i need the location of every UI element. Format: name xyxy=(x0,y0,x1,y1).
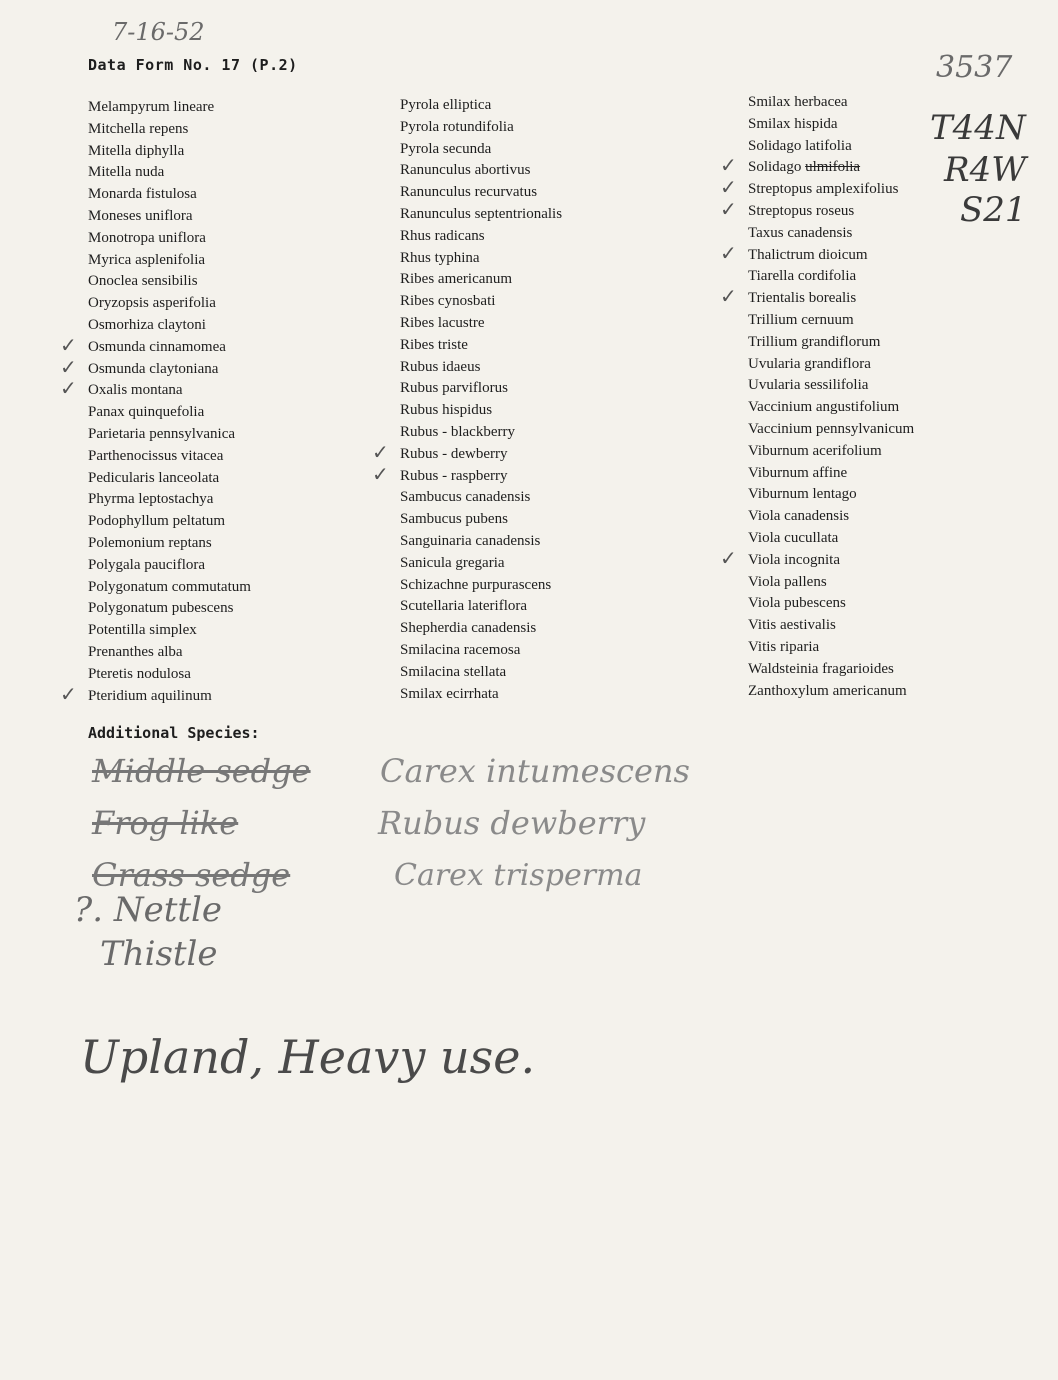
species-item xyxy=(720,284,1058,310)
species-name: Ribes cynosbati xyxy=(400,293,496,310)
species-name: Prenanthes alba xyxy=(88,643,183,660)
species-name: Mitchella repens xyxy=(88,120,189,137)
species-name: Parthenocissus vitacea xyxy=(88,447,224,464)
species-name: Schizachne purpurascens xyxy=(400,576,552,593)
species-item xyxy=(400,531,720,553)
species-name: Trientalis borealis xyxy=(748,290,857,307)
species-item xyxy=(372,439,720,466)
species-item xyxy=(400,269,720,291)
species-item xyxy=(88,293,408,315)
species-item xyxy=(88,250,408,272)
species-item xyxy=(748,572,1058,594)
check-mark-icon: ✓ xyxy=(60,376,77,401)
species-name: Viburnum lentago xyxy=(748,486,857,503)
species-item xyxy=(400,509,720,531)
species-name: Smilacina racemosa xyxy=(400,641,521,658)
species-name: Shepherdia canadensis xyxy=(400,620,537,637)
crossed-entry-3: Grass sedge xyxy=(92,856,291,894)
species-name: Osmunda cinnamomea xyxy=(88,338,226,355)
species-item xyxy=(88,119,408,141)
species-name: Trillium grandiflorum xyxy=(748,333,881,350)
species-item xyxy=(400,313,720,335)
species-item xyxy=(400,553,720,575)
species-name: Polygonatum commutatum xyxy=(88,578,251,595)
species-item xyxy=(748,136,1058,158)
handwritten-section: S21 xyxy=(960,190,1027,230)
species-name: Thalictrum dioicum xyxy=(748,246,868,263)
species-item xyxy=(748,506,1058,528)
species-name: Rubus idaeus xyxy=(400,358,481,375)
species-item xyxy=(88,598,408,620)
species-item xyxy=(400,575,720,597)
species-item xyxy=(400,618,720,640)
check-mark-icon: ✓ xyxy=(720,175,737,200)
crossed-entry-1: Middle sedge xyxy=(92,752,311,790)
species-item xyxy=(748,637,1058,659)
species-item xyxy=(88,141,408,163)
species-item xyxy=(88,642,408,664)
species-item xyxy=(748,332,1058,354)
species-name: Rhus typhina xyxy=(400,249,480,266)
species-item xyxy=(88,664,408,686)
species-name: Rubus parviflorus xyxy=(400,380,508,397)
replacement-entry-2: Rubus dewberry xyxy=(378,804,646,842)
species-name: Osmorhiza claytoni xyxy=(88,316,206,333)
species-item xyxy=(88,468,408,490)
species-item xyxy=(88,511,408,533)
species-name: Phyrma leptostachya xyxy=(88,491,214,508)
species-column-1 xyxy=(60,97,408,707)
species-item xyxy=(400,640,720,662)
species-item xyxy=(400,357,720,379)
check-mark-icon: ✓ xyxy=(720,284,737,309)
form-title: Data Form No. 17 (P.2) xyxy=(88,56,298,74)
species-item xyxy=(400,248,720,270)
crossed-entry-2: Frog like xyxy=(92,804,239,842)
handwritten-date: 7-16-52 xyxy=(112,18,205,46)
check-mark-icon: ✓ xyxy=(720,196,737,221)
species-name: Solidago latifolia xyxy=(748,137,852,154)
species-name: Smilax hispida xyxy=(748,115,838,132)
species-name: Ribes americanum xyxy=(400,271,513,288)
species-item xyxy=(748,354,1058,376)
species-item xyxy=(88,489,408,511)
species-item xyxy=(88,620,408,642)
species-name: Sanguinaria canadensis xyxy=(400,532,541,549)
species-name: Vaccinium angustifolium xyxy=(748,399,900,416)
species-item xyxy=(400,160,720,182)
species-item xyxy=(720,153,1058,179)
species-item xyxy=(400,400,720,422)
species-item xyxy=(720,196,1058,223)
species-item xyxy=(88,402,408,424)
species-name: Viola pubescens xyxy=(748,595,846,612)
species-name: Viburnum acerifolium xyxy=(748,442,882,459)
species-item xyxy=(88,446,408,468)
species-name: Rubus - raspberry xyxy=(400,467,508,484)
species-name: Monotropa uniflora xyxy=(88,229,206,246)
species-name: Viola pallens xyxy=(748,573,827,590)
species-item xyxy=(400,117,720,139)
handwritten-range: R4W xyxy=(944,150,1027,190)
handwritten-record-number: 3537 xyxy=(936,50,1013,85)
species-item xyxy=(400,487,720,509)
species-item xyxy=(88,315,408,337)
species-name: Sambucus pubens xyxy=(400,511,508,528)
check-mark-icon: ✓ xyxy=(372,461,389,486)
thistle-entry: Thistle xyxy=(100,934,218,974)
species-name: Smilax herbacea xyxy=(748,94,848,110)
species-item xyxy=(748,223,1058,245)
species-name: Polemonium reptans xyxy=(88,534,212,551)
species-name: Taxus canadensis xyxy=(748,224,853,241)
species-name: Pedicularis lanceolata xyxy=(88,469,220,486)
species-item xyxy=(748,528,1058,550)
nettle-entry: ?. Nettle xyxy=(74,890,223,930)
species-item xyxy=(400,684,720,706)
species-item xyxy=(748,441,1058,463)
species-item xyxy=(88,577,408,599)
species-name: Oryzopsis asperifolia xyxy=(88,295,216,312)
species-item xyxy=(748,681,1058,703)
species-column-2 xyxy=(372,95,720,705)
species-name: Smilacina stellata xyxy=(400,663,507,680)
species-name: Vaccinium pennsylvanicum xyxy=(748,420,915,437)
species-item xyxy=(748,593,1058,615)
species-name: Osmunda claytoniana xyxy=(88,360,219,377)
species-name: Pyrola elliptica xyxy=(400,97,492,113)
species-item xyxy=(400,182,720,204)
species-name: Pyrola rotundifolia xyxy=(400,118,514,135)
check-mark-icon: ✓ xyxy=(720,240,737,265)
species-name: Vitis aestivalis xyxy=(748,617,836,634)
species-name: Mitella nuda xyxy=(88,164,165,181)
species-name: Ranunculus recurvatus xyxy=(400,184,538,201)
species-item xyxy=(88,206,408,228)
species-item xyxy=(400,378,720,400)
species-item xyxy=(60,681,408,708)
species-item xyxy=(60,376,408,402)
species-name: Waldsteinia fragarioides xyxy=(748,660,894,677)
species-name: Trillium cernuum xyxy=(748,311,854,328)
species-item xyxy=(400,139,720,161)
handwritten-township: T44N xyxy=(930,108,1026,148)
species-item xyxy=(720,175,1058,201)
check-mark-icon: ✓ xyxy=(60,681,77,706)
species-name: Mitella diphylla xyxy=(88,142,185,159)
species-name: Ribes triste xyxy=(400,336,468,353)
check-mark-icon: ✓ xyxy=(720,153,737,178)
species-name: Tiarella cordifolia xyxy=(748,268,857,285)
species-name: Rubus - dewberry xyxy=(400,445,508,462)
species-name: Monarda fistulosa xyxy=(88,186,197,203)
species-item xyxy=(88,97,408,119)
species-item xyxy=(748,615,1058,637)
species-name: Smilax ecirrhata xyxy=(400,685,499,702)
species-item xyxy=(720,240,1058,267)
species-name: Potentilla simplex xyxy=(88,622,197,639)
species-name: Rubus - blackberry xyxy=(400,423,515,440)
species-name: Ranunculus abortivus xyxy=(400,162,531,179)
species-name: Oxalis montana xyxy=(88,382,183,399)
species-name: Moneses uniflora xyxy=(88,207,193,224)
species-item xyxy=(748,375,1058,397)
species-item xyxy=(748,659,1058,681)
species-item xyxy=(372,461,720,488)
species-name: Pyrola secunda xyxy=(400,140,492,157)
species-name: Streptopus amplexifolius xyxy=(748,181,899,198)
species-item xyxy=(88,162,408,184)
replacement-entry-1: Carex intumescens xyxy=(380,752,690,790)
species-name: Polygonatum pubescens xyxy=(88,600,234,617)
species-name: Melampyrum lineare xyxy=(88,99,215,115)
species-name: Onoclea sensibilis xyxy=(88,273,198,290)
species-name: Sambucus canadensis xyxy=(400,489,531,506)
species-item xyxy=(400,204,720,226)
species-item xyxy=(748,484,1058,506)
species-item xyxy=(748,92,1058,114)
handwritten-note: Upland, Heavy use. xyxy=(80,1030,536,1084)
species-item xyxy=(748,114,1058,136)
species-name: Viburnum affine xyxy=(748,464,848,481)
species-item xyxy=(400,226,720,248)
species-item xyxy=(400,95,720,117)
species-item xyxy=(748,397,1058,419)
species-name: Ribes lacustre xyxy=(400,314,485,331)
species-item xyxy=(748,310,1058,332)
species-name: Uvularia sessilifolia xyxy=(748,377,869,394)
species-name: Parietaria pennsylvanica xyxy=(88,425,236,442)
species-item xyxy=(400,422,720,444)
species-item xyxy=(748,419,1058,441)
struck-text: ulmifolia xyxy=(805,159,861,176)
species-item xyxy=(88,184,408,206)
species-name: Scutellaria lateriflora xyxy=(400,598,528,615)
species-name: Streptopus roseus xyxy=(748,202,855,219)
species-name: Viola canadensis xyxy=(748,508,850,525)
species-item xyxy=(720,545,1058,572)
species-item xyxy=(748,266,1058,288)
species-item xyxy=(88,555,408,577)
species-item xyxy=(88,424,408,446)
species-name: Polygala pauciflora xyxy=(88,556,206,573)
species-item xyxy=(88,271,408,293)
species-item xyxy=(60,332,408,359)
species-name: Vitis riparia xyxy=(748,638,820,655)
species-item xyxy=(400,335,720,357)
species-name: Panax quinquefolia xyxy=(88,404,205,421)
species-name: Rhus radicans xyxy=(400,227,485,244)
species-item xyxy=(88,228,408,250)
species-name: Zanthoxylum americanum xyxy=(748,682,907,699)
species-item xyxy=(400,596,720,618)
species-name: Ranunculus septentrionalis xyxy=(400,205,563,222)
species-item xyxy=(60,354,408,381)
species-name: Myrica asplenifolia xyxy=(88,251,206,268)
species-name: Rubus hispidus xyxy=(400,402,493,419)
check-mark-icon: ✓ xyxy=(60,332,77,357)
additional-species-label: Additional Species: xyxy=(88,724,260,742)
species-name: Solidago xyxy=(748,159,806,176)
replacement-entry-3: Carex trisperma xyxy=(394,858,643,893)
species-item xyxy=(748,463,1058,485)
species-name: Sanicula gregaria xyxy=(400,554,505,571)
species-name: Podophyllum peltatum xyxy=(88,513,226,530)
species-item xyxy=(400,291,720,313)
species-name: Pteridium aquilinum xyxy=(88,687,212,704)
species-name: Viola cucullata xyxy=(748,529,839,546)
check-mark-icon: ✓ xyxy=(720,545,737,570)
species-column-3 xyxy=(720,92,1058,702)
check-mark-icon: ✓ xyxy=(372,439,389,464)
check-mark-icon: ✓ xyxy=(60,354,77,379)
species-item xyxy=(88,533,408,555)
species-name: Viola incognita xyxy=(748,551,840,568)
species-item xyxy=(400,662,720,684)
species-name: Uvularia grandiflora xyxy=(748,355,871,372)
species-name: Pteretis nodulosa xyxy=(88,665,191,682)
